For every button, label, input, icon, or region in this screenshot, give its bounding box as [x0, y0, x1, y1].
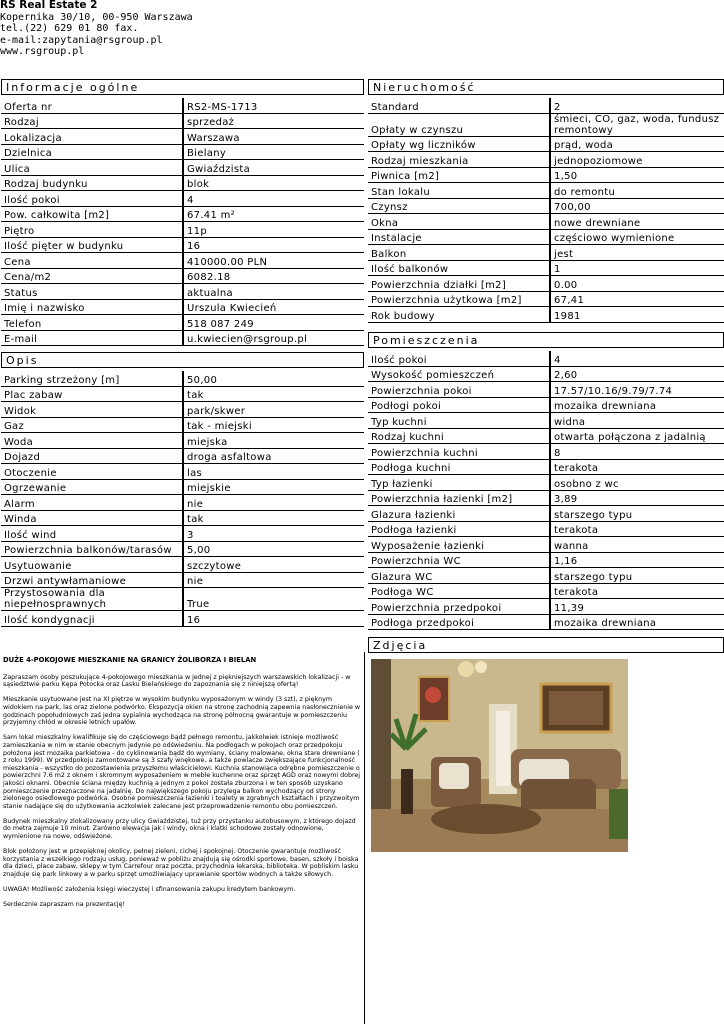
- field-label: Rodzaj budynku: [1, 175, 183, 191]
- field-label: Oferta nr: [1, 98, 183, 113]
- field-label: Powierzchnia przedpokoi: [368, 599, 550, 615]
- field-label: E-mail: [1, 330, 183, 346]
- field-value: nie: [183, 495, 364, 511]
- field-value: las: [183, 464, 364, 480]
- informacje-row: [1, 222, 364, 238]
- field-label: Parking strzeżony [m]: [1, 371, 183, 386]
- field-label: Powierzchnia kuchni: [368, 444, 550, 460]
- opis-row: [1, 611, 364, 627]
- field-label: Wysokość pomieszczeń: [368, 366, 550, 382]
- field-value: 1981: [550, 307, 724, 323]
- field-value: 4: [183, 191, 364, 207]
- field-label: Powierzchnia WC: [368, 552, 550, 568]
- opis-row: [1, 448, 364, 464]
- opis-row: [1, 557, 364, 573]
- field-value: 3,89: [550, 490, 724, 506]
- informacje-row: [1, 268, 364, 284]
- pomieszczenia-row: [368, 506, 724, 522]
- field-label: Rodzaj kuchni: [368, 428, 550, 444]
- pomieszczenia-row: [368, 521, 724, 537]
- section-zdjecia: [368, 637, 724, 656]
- field-value: Urszula Kwiecień: [183, 299, 364, 315]
- offer-description: [3, 657, 361, 917]
- field-value: Bielany: [183, 144, 364, 160]
- field-label: Powierzchnia balkonów/tarasów: [1, 541, 183, 557]
- nieruchomosc-row: [368, 136, 724, 152]
- field-value: True: [183, 588, 364, 611]
- field-value: tak: [183, 510, 364, 526]
- nieruchomosc-row: [368, 260, 724, 276]
- section-nieruchomosc: [368, 79, 724, 323]
- section-title-opis: Opis: [1, 352, 364, 368]
- field-value: osobno z wc: [550, 475, 724, 491]
- field-label: Ogrzewanie: [1, 479, 183, 495]
- field-label: Powierzchnia działki [m2]: [368, 276, 550, 292]
- company-address: Kopernika 30/10, 00-950 Warszawa: [0, 11, 193, 23]
- field-value: 700,00: [550, 198, 724, 214]
- field-value: starszego typu: [550, 568, 724, 584]
- field-value: 3: [183, 526, 364, 542]
- description-paragraph: Zapraszam osoby poszukujące 4-pokojowego mieszkania w jednej z piękniejszych warszawskich lokalizacji - w sąsiedztwie parku Kępa Potocka oraz Lasku Bielańskiego do zapoznania się z niniejszą ofertą!: [3, 673, 351, 689]
- pomieszczenia-row: [368, 568, 724, 584]
- field-value: miejska: [183, 433, 364, 449]
- nieruchomosc-row: [368, 98, 724, 113]
- description-paragraph: Mieszkanie usytuowane jest na XI piętrze w wysokim budynku wyposażonym w windy (3 szt), z pięknym widokiem na park, las oraz zielone podwórko. Ekspozycja okien na stronę zachodnią zapewnia nasłonecznienie w godzinach popołudniowych zaś jedna sypialnia wychodząca na stronę północną gwarantuje w pomieszczeniu przyjemny chłód w okresie letnich upałów.: [3, 696, 360, 727]
- field-value: terakota: [550, 521, 724, 537]
- section-title-nieruchomosc: Nieruchomość: [368, 79, 724, 95]
- informacje-row: [1, 253, 364, 269]
- field-label: Lokalizacja: [1, 129, 183, 145]
- field-value: 50,00: [183, 371, 364, 386]
- field-value: jest: [550, 245, 724, 261]
- pomieszczenia-row: [368, 537, 724, 553]
- nieruchomosc-row: [368, 245, 724, 261]
- informacje-row: [1, 299, 364, 315]
- field-label: Gaz: [1, 417, 183, 433]
- nieruchomosc-row: [368, 183, 724, 199]
- field-label: Usytuowanie: [1, 557, 183, 573]
- field-value: nie: [183, 572, 364, 588]
- pomieszczenia-row: [368, 366, 724, 382]
- field-label: Przystosowania dla niepełnosprawnych: [1, 588, 183, 611]
- field-label: Winda: [1, 510, 183, 526]
- pomieszczenia-row: [368, 490, 724, 506]
- description-paragraph: UWAGA! Możliwość założenia księgi wieczystej i sfinansowania zakupu kredytem bankowym.: [3, 886, 296, 894]
- nieruchomosc-row: [368, 291, 724, 307]
- pomieszczenia-row: [368, 599, 724, 615]
- field-label: Dzielnica: [1, 144, 183, 160]
- field-value: wanna: [550, 537, 724, 553]
- section-title-informacje: Informacje ogólne: [1, 79, 364, 95]
- opis-row: [1, 526, 364, 542]
- informacje-row: [1, 284, 364, 300]
- field-label: Balkon: [368, 245, 550, 261]
- field-label: Podłoga kuchni: [368, 459, 550, 475]
- pomieszczenia-row: [368, 583, 724, 599]
- field-label: Podłoga WC: [368, 583, 550, 599]
- opis-row: [1, 464, 364, 480]
- description-heading: DUŻE 4-POKOJOWE MIESZKANIE NA GRANICY ŻOLIBORZA I BIELAN: [3, 656, 257, 664]
- field-label: Powierzchnia pokoi: [368, 382, 550, 398]
- field-value: 8: [550, 444, 724, 460]
- field-label: Widok: [1, 402, 183, 418]
- field-value: 0.00: [550, 276, 724, 292]
- pomieszczenia-row: [368, 459, 724, 475]
- field-label: Standard: [368, 98, 550, 113]
- field-value: szczytowe: [183, 557, 364, 573]
- field-value: 2,60: [550, 366, 724, 382]
- field-label: Telefon: [1, 315, 183, 331]
- field-label: Woda: [1, 433, 183, 449]
- living-room-image: [371, 659, 628, 852]
- field-label: Ilość pięter w budynku: [1, 237, 183, 253]
- field-label: Otoczenie: [1, 464, 183, 480]
- description-paragraph: Serdecznie zapraszam na prezentację!: [3, 901, 126, 909]
- field-value: otwarta połączona z jadalnią: [550, 428, 724, 444]
- agency-header: [0, 0, 193, 58]
- field-label: Podłoga łazienki: [368, 521, 550, 537]
- field-value: blok: [183, 175, 364, 191]
- pomieszczenia-row: [368, 413, 724, 429]
- opis-row: [1, 371, 364, 386]
- informacje-row: [1, 206, 364, 222]
- informacje-row: [1, 98, 364, 113]
- field-label: Cena/m2: [1, 268, 183, 284]
- nieruchomosc-row: [368, 214, 724, 230]
- description-paragraph: Sam lokal mieszkalny kwalifikuje się do częściowego bądź pełnego remontu, jakkolwiek istnieje możliwość zamieszkania w nim w stanie obecnym jedynie po odświeżeniu. Na podłogach w pokojach oraz przedpokoju położona jest mozaika parkietowa - do cyklinowania bądź do wymiany, ściany malowane, okna stare drewniane ( z roku 1999). W przedpokoju zamontowane są 3 szafy wnękowe, a także powlacze zwiększające funkcjonalność mieszkania - wszystko do pozostawienia przyszłemu właścicielowi. Kuchnia stanowiąca odrębne pomieszczenie o powierzchni 7.6 m2 z oknem i skromnym wyposażeniem w meble kuchenne oraz sprzęt AGD oraz nowymi dobrej jakości oknami. Obecnie ściana między kuchnią a jednym z pokoi została zburzona i w ten sposób uzyskano pomieszczenie przeznaczone na jadalnię. Do największego pokoju przylega balkon wychodzący od strony zielonego osiedlowego podwórka. Osobne pomieszczenia łazienki i toalety w zgrabnych kształtach i przyzwoitym stanie nadające się do użytkowania aczkolwiek zalecane jest przeprowadzenie remontu obu pomieszczeń.: [3, 734, 361, 810]
- field-label: Piwnica [m2]: [368, 167, 550, 183]
- pomieszczenia-row: [368, 428, 724, 444]
- pomieszczenia-row: [368, 552, 724, 568]
- field-value: 16: [183, 611, 364, 627]
- field-label: Podłoga przedpokoi: [368, 614, 550, 630]
- field-value: widna: [550, 413, 724, 429]
- field-value: 1,16: [550, 552, 724, 568]
- field-value: 1: [550, 260, 724, 276]
- section-informacje: [1, 79, 364, 346]
- field-label: Ilość balkonów: [368, 260, 550, 276]
- field-value: miejskie: [183, 479, 364, 495]
- field-value: tak - miejski: [183, 417, 364, 433]
- field-value: częściowo wymienione: [550, 229, 724, 245]
- field-value: 17.57/10.16/9.79/7.74: [550, 382, 724, 398]
- company-email: e-mail:zapytania@rsgroup.pl: [0, 34, 163, 46]
- informacje-row: [1, 330, 364, 346]
- opis-row: [1, 479, 364, 495]
- field-label: Instalacje: [368, 229, 550, 245]
- field-value: droga asfaltowa: [183, 448, 364, 464]
- nieruchomosc-row: [368, 167, 724, 183]
- field-label: Status: [1, 284, 183, 300]
- field-value: 1,50: [550, 167, 724, 183]
- field-value: tak: [183, 386, 364, 402]
- field-value: 16: [183, 237, 364, 253]
- field-label: Podłogi pokoi: [368, 397, 550, 413]
- informacje-row: [1, 129, 364, 145]
- opis-row: [1, 495, 364, 511]
- informacje-table: [1, 98, 364, 346]
- description-paragraph: Blok położony jest w przepięknej okolicy, pełnej zieleni, cichej i spokojnej. Otoczenie gwarantuje możliwość korzystania z wszelkiego rodzaju usług, ponieważ w pobliżu znajdują się ośrodki sportowe, basen, szkoły i boiska dla dzieci, place zabaw, sklepy w tym Carrefour oraz poczta, przychodnia lekarska, biblioteka. W pobliskim lasku znajduje się park linkowy a w parku sprzęt umożliwiający uprawianie sportów wodnych a także siłowych.: [3, 848, 359, 879]
- opis-row: [1, 510, 364, 526]
- field-label: Ulica: [1, 160, 183, 176]
- opis-table: [1, 371, 364, 627]
- field-value: śmieci, CO, gaz, woda, fundusz remontowy: [550, 113, 724, 136]
- nieruchomosc-row: [368, 307, 724, 323]
- field-value: 2: [550, 98, 724, 113]
- field-label: Alarm: [1, 495, 183, 511]
- field-label: Imię i nazwisko: [1, 299, 183, 315]
- field-value: terakota: [550, 459, 724, 475]
- section-title-pomieszczenia: Pomieszczenia: [368, 332, 724, 348]
- nieruchomosc-row: [368, 229, 724, 245]
- field-label: Pow. całkowita [m2]: [1, 206, 183, 222]
- section-pomieszczenia: [368, 332, 724, 630]
- nieruchomosc-row: [368, 276, 724, 292]
- company-website[interactable]: www.rsgroup.pl: [0, 46, 85, 57]
- field-label: Ilość pokoi: [368, 351, 550, 366]
- nieruchomosc-row: [368, 152, 724, 168]
- field-value: 410000.00 PLN: [183, 253, 364, 269]
- pomieszczenia-row: [368, 475, 724, 491]
- informacje-row: [1, 144, 364, 160]
- field-value: mozaika drewniana: [550, 614, 724, 630]
- apartment-photo[interactable]: [371, 659, 628, 852]
- nieruchomosc-row: [368, 198, 724, 214]
- field-label: Cena: [1, 253, 183, 269]
- section-opis: [1, 352, 364, 627]
- opis-row: [1, 417, 364, 433]
- field-label: Opłaty wg liczników: [368, 136, 550, 152]
- field-label: Powierzchnia łazienki [m2]: [368, 490, 550, 506]
- field-value: Gwiaździsta: [183, 160, 364, 176]
- opis-row: [1, 386, 364, 402]
- field-value: jednopoziomowe: [550, 152, 724, 168]
- field-label: Wyposażenie łazienki: [368, 537, 550, 553]
- field-label: Piętro: [1, 222, 183, 238]
- informacje-row: [1, 160, 364, 176]
- informacje-row: [1, 175, 364, 191]
- field-value: terakota: [550, 583, 724, 599]
- field-label: Czynsz: [368, 198, 550, 214]
- field-label: Dojazd: [1, 448, 183, 464]
- field-label: Typ łazienki: [368, 475, 550, 491]
- field-value: 518 087 249: [183, 315, 364, 331]
- field-value: do remontu: [550, 183, 724, 199]
- nieruchomosc-table: [368, 98, 724, 323]
- section-title-zdjecia: Zdjęcia: [368, 637, 724, 653]
- field-value: 67,41: [550, 291, 724, 307]
- field-value: RS2-MS-1713: [183, 98, 364, 113]
- field-value: prąd, woda: [550, 136, 724, 152]
- field-label: Rodzaj: [1, 113, 183, 129]
- informacje-row: [1, 191, 364, 207]
- informacje-row: [1, 237, 364, 253]
- field-label: Rok budowy: [368, 307, 550, 323]
- field-label: Typ kuchni: [368, 413, 550, 429]
- field-value: starszego typu: [550, 506, 724, 522]
- pomieszczenia-row: [368, 397, 724, 413]
- field-value: nowe drewniane: [550, 214, 724, 230]
- field-label: Drzwi antywłamaniowe: [1, 572, 183, 588]
- pomieszczenia-row: [368, 351, 724, 366]
- field-value: 5,00: [183, 541, 364, 557]
- column-divider: [364, 652, 365, 1024]
- field-label: Plac zabaw: [1, 386, 183, 402]
- field-label: Opłaty w czynszu: [368, 113, 550, 136]
- field-label: Ilość kondygnacji: [1, 611, 183, 627]
- field-value: 11p: [183, 222, 364, 238]
- field-value: 67.41 m²: [183, 206, 364, 222]
- pomieszczenia-row: [368, 614, 724, 630]
- field-value: park/skwer: [183, 402, 364, 418]
- opis-row: [1, 402, 364, 418]
- field-value: mozaika drewniana: [550, 397, 724, 413]
- opis-row: [1, 433, 364, 449]
- field-label: Okna: [368, 214, 550, 230]
- field-value: 4: [550, 351, 724, 366]
- opis-row: [1, 572, 364, 588]
- pomieszczenia-row: [368, 444, 724, 460]
- description-paragraph: Budynek mieszkalny zlokalizowany przy ulicy Gwiaździstej, tuż przy przystanku autobusowym, z którego dojazd do metra zajmuje 10 minut. Zarówno elewacja jak i windy, okna i klatki schodowe zostały odnowione, wymienione na nowe, odświeżone.: [3, 817, 356, 841]
- field-value: u.kwiecien@rsgroup.pl: [183, 330, 364, 346]
- field-value: sprzedaż: [183, 113, 364, 129]
- opis-row: [1, 588, 364, 611]
- company-phone: tel.(22) 629 01 80 fax.: [0, 23, 139, 34]
- field-value: 11,39: [550, 599, 724, 615]
- field-value: Warszawa: [183, 129, 364, 145]
- field-label: Ilość pokoi: [1, 191, 183, 207]
- field-label: Stan lokalu: [368, 183, 550, 199]
- field-label: Rodzaj mieszkania: [368, 152, 550, 168]
- field-value: aktualna: [183, 284, 364, 300]
- field-label: Glazura łazienki: [368, 506, 550, 522]
- informacje-row: [1, 315, 364, 331]
- company-name: RS Real Estate 2: [0, 0, 98, 11]
- pomieszczenia-row: [368, 382, 724, 398]
- field-label: Glazura WC: [368, 568, 550, 584]
- field-label: Ilość wind: [1, 526, 183, 542]
- informacje-row: [1, 113, 364, 129]
- opis-row: [1, 541, 364, 557]
- pomieszczenia-table: [368, 351, 724, 630]
- field-label: Powierzchnia użytkowa [m2]: [368, 291, 550, 307]
- nieruchomosc-row: [368, 113, 724, 136]
- field-value: 6082.18: [183, 268, 364, 284]
